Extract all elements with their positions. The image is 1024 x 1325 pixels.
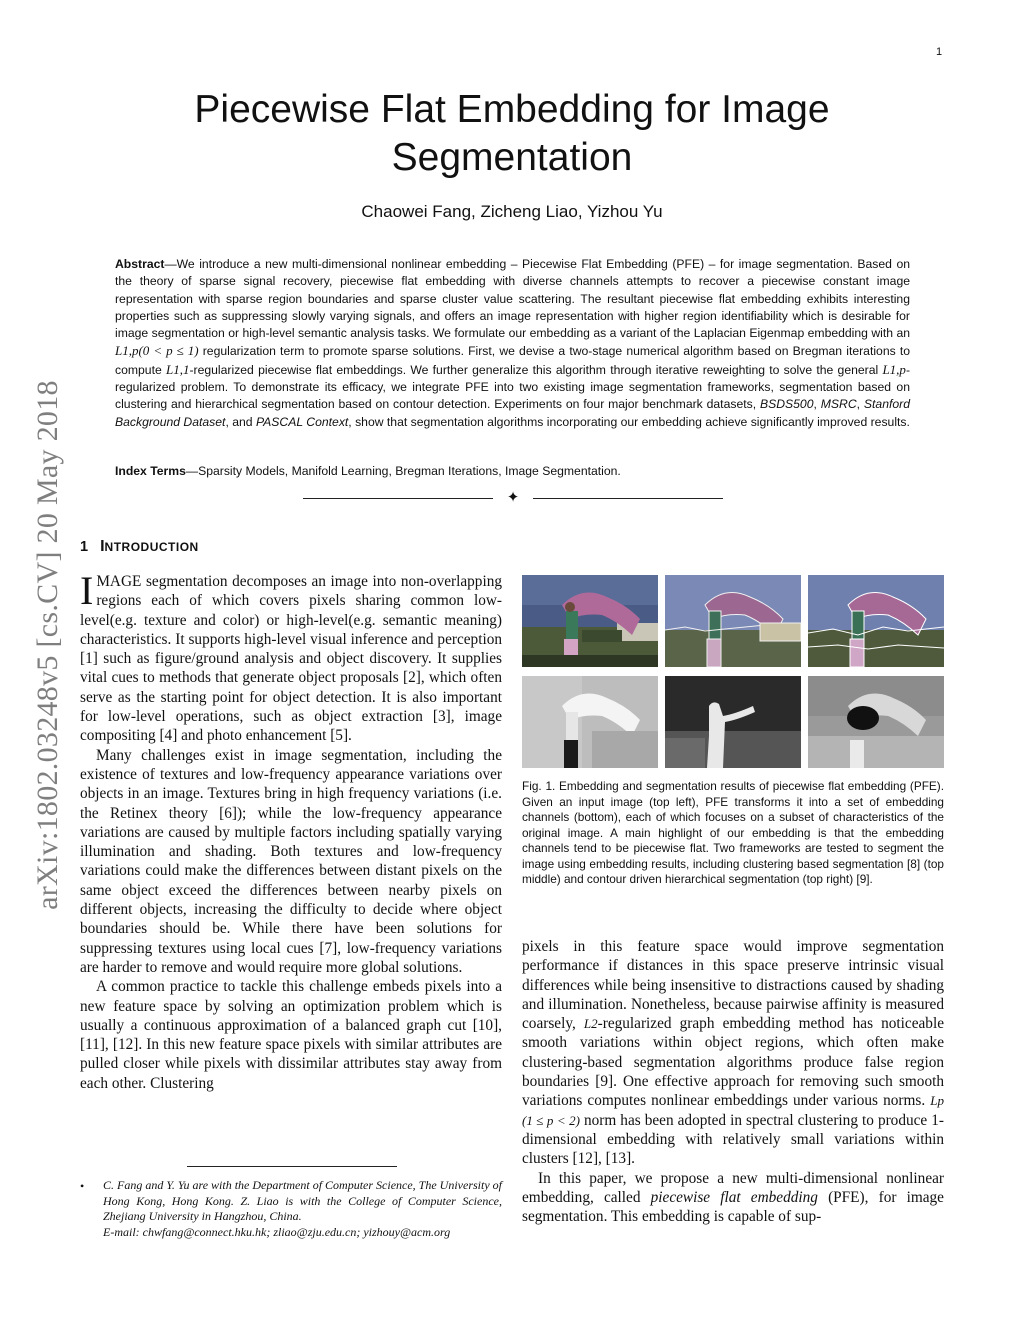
intro-paragraph-text: MAGE segmentation decomposes an image into non-overlapping regions each of which covers pixels sharing common low-level(e.g. texture and color) or high-level(e.g. semantic meaning) characteristics. It supports high-level visual inference and perception [1] such as figure/ground analysis and object discovery. It supplies vital cues to methods that generate object proposals [2], which often serve as the starting point for object detection. It is also important for low-level operations, such as object extraction [3], image compositing [4] and photo enhancement [5]. <box>80 573 502 745</box>
intro-paragraph-text: (PFE), for image segmentation. This embedding is capable of sup- <box>522 1188 944 1226</box>
intro-paragraph-text: norm has been adopted in spectral clustering to produce 1-dimensional embedding with relatively small variations within clusters [12], [13]. <box>522 1111 944 1168</box>
paper-title: Piecewise Flat Embedding for Image Segmentation <box>194 88 830 179</box>
author-footnote <box>80 1178 502 1240</box>
dataset-name: BSDS500 <box>759 397 814 412</box>
left-column <box>80 568 502 1093</box>
figure-embedding-channel <box>808 676 944 768</box>
dataset-name: PASCAL Context <box>255 414 349 429</box>
page-number: 1 <box>936 46 943 58</box>
section-separator <box>303 490 723 506</box>
abstract-text: -regularized problem. To demonstrate its efficacy, we integrate PFE into two existing image segmentation frameworks, segmentation based on clustering and hierarchical segmentation based on contour detection. Experiments on four major benchmark datasets, <box>115 362 910 412</box>
section-title-rest: NTRODUCTION <box>104 540 199 554</box>
section-heading-introduction <box>80 538 199 556</box>
inline-math: Lp <box>930 1093 944 1109</box>
intro-paragraph <box>80 568 502 746</box>
abstract-text: , <box>813 397 821 412</box>
abstract-math: L1,p(0 < p ≤ 1) <box>115 343 199 359</box>
emphasis-term: piecewise flat embedding <box>650 1188 818 1206</box>
dataset-name: MSRC <box>820 397 857 412</box>
figure-embedding-channel <box>522 676 658 768</box>
inline-math: (1 ≤ p < 2) <box>522 1112 580 1128</box>
separator-line <box>303 498 493 499</box>
figure-hierarchical-segmentation <box>808 575 944 667</box>
dropcap: I <box>80 568 94 613</box>
index-terms-text: —Sparsity Models, Manifold Learning, Bregman Iterations, Image Segmentation. <box>185 464 621 478</box>
separator-line <box>533 498 723 499</box>
right-column <box>522 937 944 1226</box>
abstract-text: regularization term to promote sparse solutions. First, we devise a two-stage numerical algorithm based on Bregman iterations to compute <box>115 344 910 377</box>
section-title-initial: I <box>100 538 105 555</box>
dataset-name: Stanford Background Dataset <box>115 397 910 429</box>
intro-paragraph: A common practice to tackle this challenge embeds pixels into a new feature space by solving an optimization problem which is usually a continuous approximation of a balanced graph cut [10], [11], [12]. In this new feature space pixels with similar attributes are pulled closer while pixels with dissimilar attributes stay away from each other. Clustering <box>80 978 502 1092</box>
footnote-email: E-mail: chwfang@connect.hku.hk; zliao@zju.edu.cn; yizhouy@acm.org <box>103 1224 451 1239</box>
abstract-text: , and <box>225 414 256 429</box>
arxiv-stamp: arXiv:1802.03248v5 [cs.CV] 20 May 2018 <box>31 380 64 910</box>
separator-diamond-icon: ✦ <box>506 489 520 506</box>
intro-paragraph-text: pixels in this feature space would improve segmentation performance if distances in this space preserve intrinsic visual differences while being insensitive to distractions caused by shading and illumination. Nonetheless, because pairwise affinity is measured coarsely, <box>522 938 944 1033</box>
footnote-affiliation: C. Fang and Y. Yu are with the Department of Computer Science, The University of Hong Kong, Hong Kong. Z. Liao is with the College of Computer Science, Zhejiang University in Hangzhou, China. <box>103 1178 502 1223</box>
paper-authors: Chaowei Fang, Zicheng Liao, Yizhou Yu <box>361 202 663 221</box>
index-terms-label: Index Terms <box>115 464 186 478</box>
abstract-math: L1,p <box>882 361 906 377</box>
figure-input-image <box>522 575 658 667</box>
intro-paragraph <box>522 937 944 1169</box>
abstract-text: —We introduce a new multi-dimensional nonlinear embedding – Piecewise Flat Embedding (PFE) – for image segmentation. Based on the theory of sparse signal recovery, piecewise flat embedding with diverse channels attempts to recover a piecewise constant image representation with sparse region boundaries and sparse cluster value scattering. The resultant piecewise flat embedding exhibits interesting properties such as suppressing slowly varying signals, and offers an image representation with higher region identifiability which is desirable for image segmentation or high-level semantic analysis tasks. We formulate our embedding as a variant of the Laplacian Eigenmap embedding with an <box>115 257 910 341</box>
inline-math: L2 <box>583 1016 598 1032</box>
section-number: 1 <box>80 539 89 555</box>
footnote-bullet: • <box>80 1179 85 1193</box>
abstract-text: , <box>856 397 864 412</box>
abstract-label: Abstract <box>115 257 165 271</box>
intro-paragraph-text: In this paper, we propose a new multi-dimensional nonlinear embedding, called <box>522 1169 944 1206</box>
figure-1 <box>522 575 944 768</box>
intro-paragraph: Many challenges exist in image segmentation, including the existence of textures and low-frequency appearance variations over objects in an image. Textures bring in high frequency variations (i.e. the Retinex theory [6]); while the low-frequency appearance variations are caused by multiple factors including spatially varying illumination and shading. Both textures and low-frequency variations could make the differences between distant pixels on the same object exceed the differences between nearby pixels on different objects, increasing the difficulty to decide where object boundaries should be. While there have been solutions for suppressing textures using local cues [7], low-frequency variations are harder to remove and would require more global solutions. <box>80 746 502 976</box>
abstract <box>115 256 910 431</box>
abstract-text: , show that segmentation algorithms incorporating our embedding achieve significantly improved results. <box>348 414 910 429</box>
figure-embedding-channel <box>665 676 801 768</box>
figure-clustering-segmentation <box>665 575 801 667</box>
abstract-math: L1,1 <box>166 361 190 377</box>
index-terms <box>115 464 910 478</box>
intro-paragraph-text: -regularized graph embedding method has noticeable smooth variations within object regions, which often make clustering-based segmentation algorithms produce false region boundaries [9]. One effective approach for removing such smooth variations computes nonlinear embeddings under various norms. <box>522 1015 944 1110</box>
figure-1-caption: Fig. 1. Embedding and segmentation results of piecewise flat embedding (PFE). Given an input image (top left), PFE transforms it into a set of embedding channels (bottom), each of which focuses on a subset of characteristics of the original image. A main highlight of our embedding is that the embedding channels tend to be piecewise flat. Two frameworks are tested to segment the image using embedding results, including clustering based segmentation [8] (top middle) and contour driven hierarchical segmentation (top right) [9]. <box>522 779 944 886</box>
abstract-text: -regularized piecewise flat embeddings. We further generalize this algorithm through iterative reweighting to solve the general <box>189 362 883 377</box>
footnote-rule <box>187 1166 397 1167</box>
intro-paragraph <box>522 1169 944 1227</box>
